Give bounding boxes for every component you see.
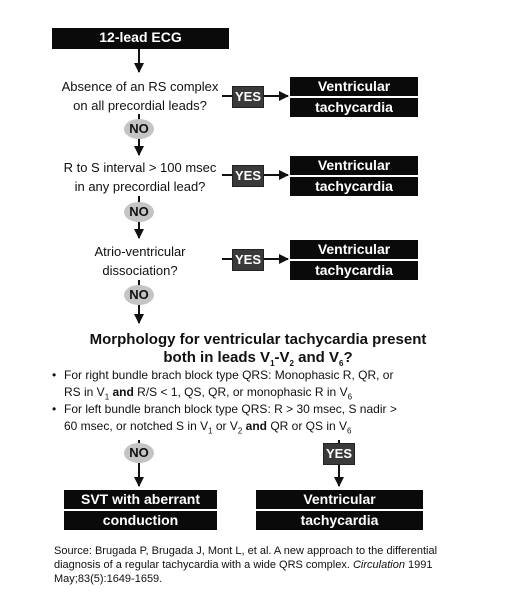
result-2-line2: tachycardia bbox=[290, 175, 418, 196]
start-box-ecg bbox=[52, 28, 229, 49]
result-box-3 bbox=[290, 240, 418, 280]
result-1-line1: Ventricular bbox=[317, 78, 391, 94]
final-svt-line1: SVT with aberrant bbox=[80, 491, 201, 507]
question-2-line1: R to S interval > 100 msec bbox=[63, 160, 217, 175]
no-label-morphology: NO bbox=[124, 443, 154, 463]
final-box-svt bbox=[64, 490, 217, 530]
question-2 bbox=[50, 158, 230, 196]
no-label-2: NO bbox=[124, 202, 154, 222]
final-vt-line1: Ventricular bbox=[303, 491, 376, 507]
yes-label-2: YES bbox=[232, 165, 264, 187]
start-box-label: 12-lead ECG bbox=[99, 29, 182, 45]
morphology-criteria bbox=[52, 367, 412, 435]
no-label-3: NO bbox=[124, 285, 154, 305]
question-1-line2: on all precordial leads? bbox=[73, 98, 207, 113]
question-3-line1: Atrio-ventricular bbox=[94, 244, 186, 259]
question-3 bbox=[50, 242, 230, 280]
morphology-title-line1: Morphology for ventricular tachycardia present bbox=[89, 331, 427, 348]
result-3-line1: Ventricular bbox=[317, 241, 391, 257]
result-box-2 bbox=[290, 156, 418, 196]
result-box-1 bbox=[290, 77, 418, 117]
question-2-line2: in any precordial lead? bbox=[74, 179, 206, 194]
final-vt-line2: tachycardia bbox=[256, 509, 423, 530]
question-1-line1: Absence of an RS complex bbox=[61, 79, 219, 94]
source-citation: Source: Brugada P, Brugada J, Mont L, et al. A new approach to the differential diagnosis of a regular tachycardia with a wide QRS complex. Circulation 1991 May;83(5):1649-1659. bbox=[54, 545, 438, 585]
no-label-1: NO bbox=[124, 119, 154, 139]
question-3-line2: dissociation? bbox=[102, 263, 178, 278]
morphology-title-line2: both in leads $V_1-V_2$ and $V_6$? bbox=[163, 349, 353, 368]
final-box-vt bbox=[256, 490, 423, 530]
criteria-rbbb: • For right bundle brach block type QRS: Monophasic R, QR, or RS in $V_1$ and R/S < 1, QS, QR, or monophasic R in $V_6$ bbox=[52, 367, 412, 401]
result-1-line2: tachycardia bbox=[290, 96, 418, 117]
result-2-line1: Ventricular bbox=[317, 157, 391, 173]
criteria-lbbb: • For left bundle branch block type QRS: R > 30 msec, S nadir > 60 msec, or notched S in $V_1$ or $V_2$ and QR or QS in $V_6$ bbox=[52, 401, 412, 435]
yes-label-3: YES bbox=[232, 249, 264, 271]
final-svt-line2: conduction bbox=[64, 509, 217, 530]
result-3-line2: tachycardia bbox=[290, 259, 418, 280]
yes-label-morphology: YES bbox=[323, 443, 355, 465]
yes-label-1: YES bbox=[232, 86, 264, 108]
question-1 bbox=[50, 77, 230, 115]
